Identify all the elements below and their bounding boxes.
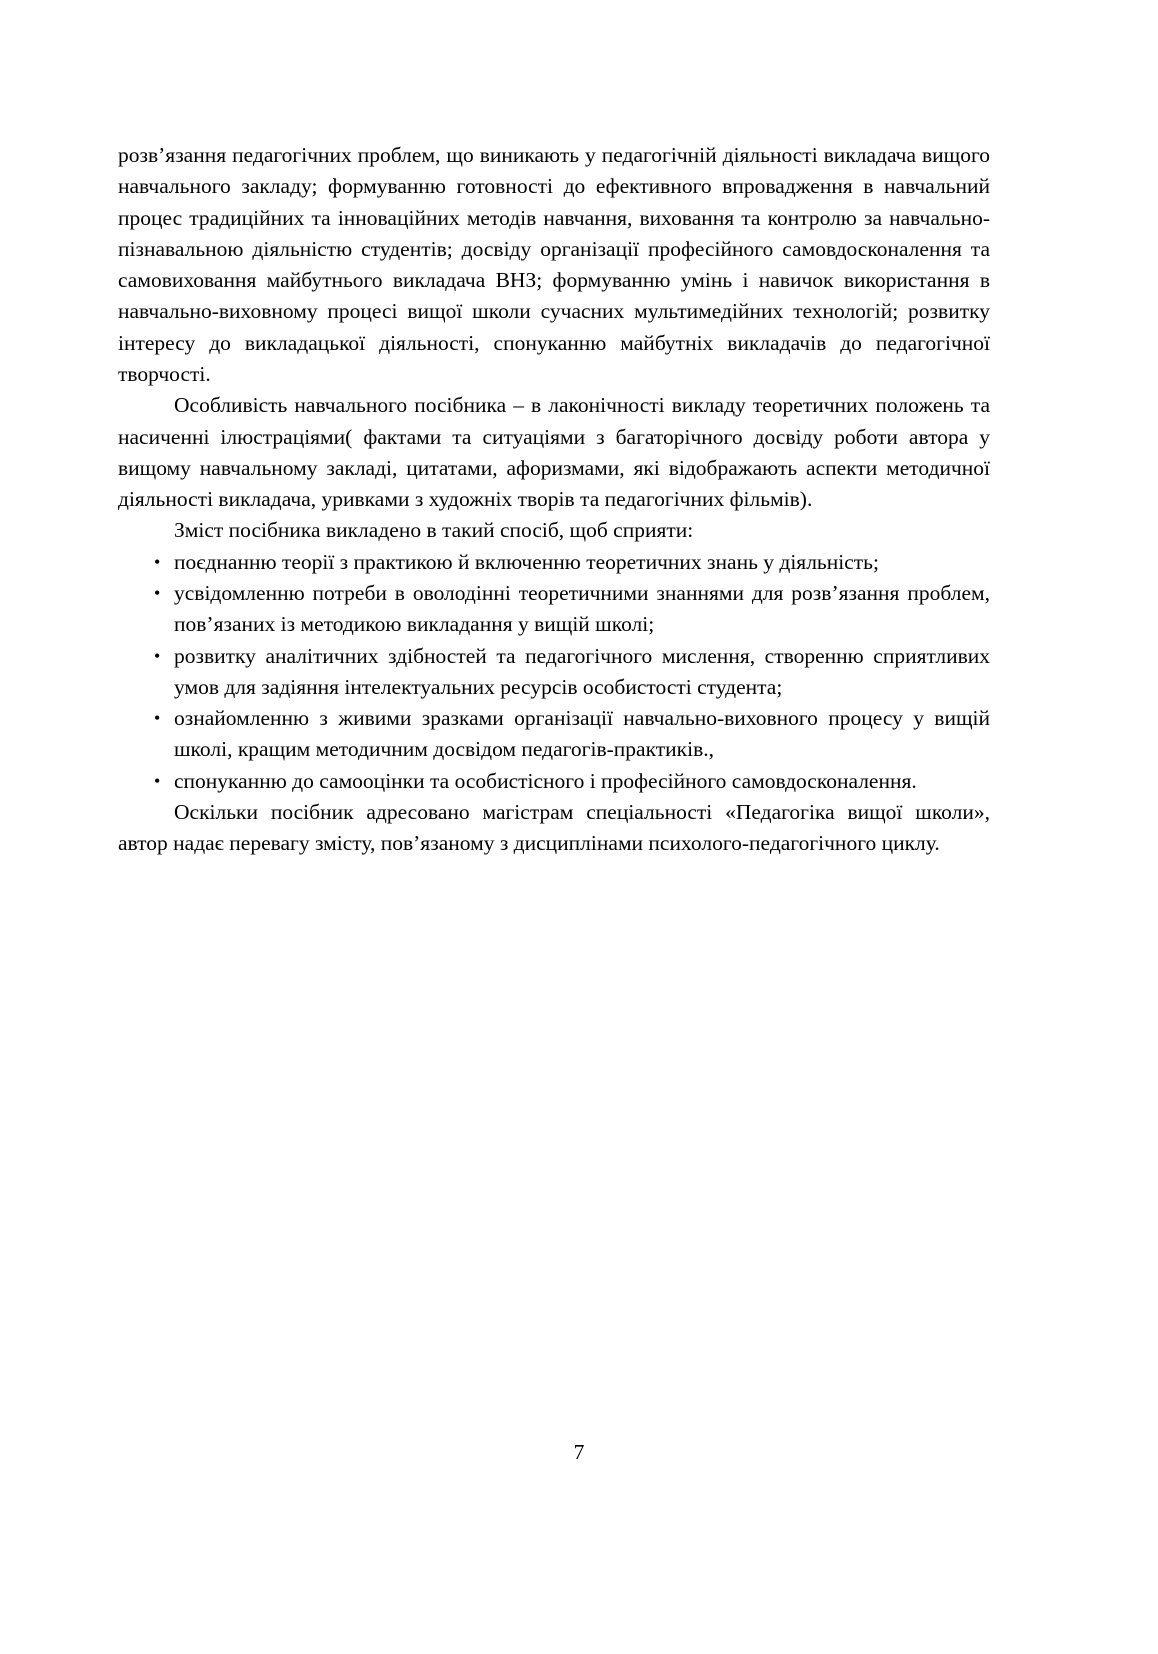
list-item-text: поєднанню теорії з практикою й включенню теоретичних знань у діяльність; [174, 549, 879, 574]
list-item [118, 703, 990, 766]
list-item [118, 641, 990, 704]
list-item-text: ознайомленню з живими зразками організації навчально-виховного процесу у вищій школі, кращим методичним досвідом педагогів-практиків., [174, 706, 990, 762]
list-item [118, 547, 990, 578]
paragraph-contents-intro: Зміст посібника викладено в такий спосіб, щоб сприяти: [174, 518, 694, 543]
list-item [118, 766, 990, 797]
list-item-text: спонуканню до самооцінки та особистісного і професійного самовдосконалення. [174, 768, 917, 793]
bullet-icon: • [154, 645, 161, 666]
page-number: 7 [573, 1440, 585, 1464]
bullet-icon: • [154, 551, 161, 572]
list-item-text: розвитку аналітичних здібностей та педагогічного мислення, створенню сприятливих умов для задіяння інтелектуальних ресурсів особистості студента; [174, 643, 990, 699]
page-body [118, 140, 990, 859]
bullet-icon: • [154, 582, 161, 603]
bullet-list [118, 547, 990, 797]
paragraph-feature: Особливість навчального посібника – в лаконічності викладу теоретичних положень та насиченні ілюстраціями( фактами та ситуаціями з багаторічного досвіду роботи автора у вищому навчальному закладі, цитатами, афоризмами, які відображають аспекти методичної діяльності викладача, уривками з художніх творів та педагогічних фільмів). [118, 393, 990, 512]
bullet-icon: • [154, 708, 161, 729]
list-item [118, 578, 990, 641]
paragraph-continuation: розв’язання педагогічних проблем, що виникають у педагогічній діяльності викладача вищого навчального закладу; формуванню готовності до ефективного впровадження в навчальний процес традиційних та інноваційних методів навчання, виховання та контролю за навчально-пізнавальною діяльністю студентів; досвіду організації професійного самовдосконалення та самовиховання майбутнього викладача ВНЗ; формуванню умінь і навичок використання в навчально-виховному процесі вищої школи сучасних мультимедійних технологій; розвитку інтересу до викладацької діяльності, спонуканню майбутніх викладачів до педагогічної творчості. [118, 143, 990, 386]
paragraph-closing: Оскільки посібник адресовано магістрам спеціальності «Педагогіка вищої школи», автор надає перевагу змісту, пов’язаному з дисциплінами психолого-педагогічного циклу. [118, 799, 990, 856]
list-item-text: усвідомленню потреби в оволодінні теоретичними знаннями для розв’язання проблем, пов’язаних із методикою викладання у вищій школі; [174, 580, 990, 637]
bullet-icon: • [154, 770, 161, 791]
